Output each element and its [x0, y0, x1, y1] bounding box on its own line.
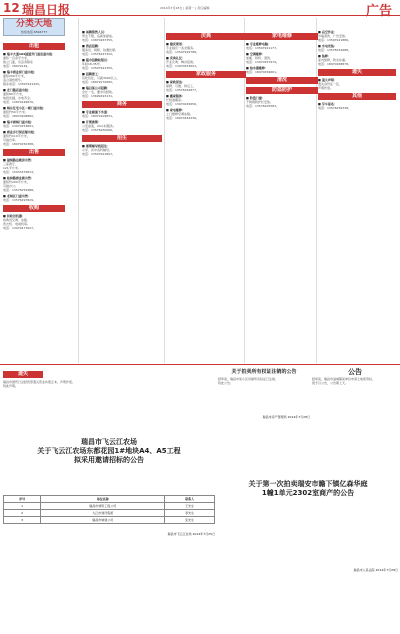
- list-item: [82, 86, 162, 98]
- item-text: 电话：13507921886。: [318, 38, 351, 42]
- auction-notice: [218, 480, 398, 630]
- notice-heading: 1幢1单元2302室商产的公告: [261, 489, 355, 497]
- item-text: 外墙清洗，广告安装。: [318, 34, 349, 38]
- list-item: [3, 194, 65, 202]
- table-cell: 九江市建设集团: [41, 510, 165, 517]
- item-text: 独立门面，有意者联系: [3, 60, 34, 64]
- table-header-row: [4, 496, 215, 503]
- item-text: 电话：18970264336。: [166, 116, 199, 120]
- item-title: ■ 家政保洁：: [166, 80, 185, 84]
- public-notice: [312, 368, 398, 476]
- list-item: [246, 42, 318, 50]
- item-text: 电话：18970268878。: [318, 62, 351, 66]
- notice-text: 经审查，瑞昌市某小区房屋所有权证已注销，: [218, 377, 279, 381]
- item-text: 遗失身份证一张，: [318, 82, 343, 86]
- category-header: 其他: [318, 93, 396, 100]
- classifieds-column-3: [166, 30, 246, 360]
- item-title: ■ 超市招聘收银员：: [82, 58, 110, 62]
- item-text: 三室两厅，: [3, 162, 19, 166]
- category-header: 庆典: [166, 33, 246, 40]
- bidder-table: [3, 495, 215, 524]
- notice-text: 特此公告。: [218, 381, 234, 385]
- item-text: 电话：15933379813。: [3, 170, 36, 174]
- item-text: 电话：13576205583。: [246, 104, 279, 108]
- category-header: 清洗: [246, 77, 318, 84]
- item-text: 电话：13576250066。: [82, 128, 115, 132]
- category-header: 收购: [3, 205, 65, 212]
- item-text: 上门维修空调冰箱。: [166, 112, 194, 116]
- notice-text: 经审查，瑞昌市湓城镇某单位申请土地使用权，: [312, 377, 376, 381]
- table-cell: 王先生: [165, 503, 215, 510]
- notice-text: 特此声明。: [3, 384, 19, 388]
- notice-heading: 公告: [348, 368, 362, 376]
- list-item: [166, 42, 246, 54]
- table-cell: 张先生: [165, 517, 215, 524]
- item-text: 小学、初中各科辅导。: [82, 148, 113, 152]
- item-title: ■ 搬家服务：: [166, 94, 185, 98]
- column-divider: [78, 18, 79, 363]
- category-header: 商务: [82, 101, 162, 108]
- item-title: ■ 桂林路商业楼出售：: [3, 176, 34, 180]
- classifieds-banner: [3, 18, 65, 36]
- item-title: ■ 开锁换锁：: [82, 120, 101, 124]
- item-text: 电话：18970250388。: [3, 142, 36, 146]
- item-title: ■ 暑期辅导班招生：: [82, 144, 110, 148]
- list-item: [82, 72, 162, 84]
- list-item: [246, 66, 318, 74]
- item-text: 电话：13507921897。: [82, 152, 115, 156]
- category-header: 遗失: [318, 69, 396, 76]
- list-item: [3, 106, 65, 118]
- item-title: ■ 瑞丰商城门面出租：: [3, 120, 34, 124]
- notice-heading: 关于飞云江农场东都花园1#地块A4、A5工程: [37, 447, 181, 455]
- table-header: 联系人: [165, 496, 215, 503]
- notice-footer: 瑞昌市房产管理局 2014年7月28日: [262, 415, 310, 419]
- item-text: 开业庆典、舞台搭建。: [166, 60, 197, 64]
- list-item: [318, 78, 396, 90]
- notice-text: 现予以公告，公告期七天。: [312, 381, 349, 385]
- item-title: ■ 回收旧机器：: [3, 214, 25, 218]
- table-cell: 李先生: [165, 510, 215, 517]
- item-text: 面积一百余平方米，: [3, 56, 31, 60]
- item-text: 电话：13507929788。: [166, 50, 199, 54]
- banner-title: 分类天地: [15, 19, 52, 29]
- list-item: [166, 56, 246, 68]
- table-cell: 瑞昌市城建公司: [41, 517, 165, 524]
- item-text: 加氟、移机、清洗。: [246, 56, 274, 60]
- notice-heading: 拟采用邀请招标的公告: [74, 456, 144, 464]
- table-cell: 3: [4, 517, 41, 524]
- item-text: 电话：13507921355。: [82, 66, 115, 70]
- list-item: [3, 88, 65, 104]
- list-item: [318, 54, 396, 66]
- notice-footer: 瑞昌市飞云江农场 2014年7月25日: [167, 532, 215, 536]
- item-text: 电话：13576252688。: [318, 48, 351, 52]
- classifieds-column-4: [246, 30, 318, 360]
- page-header: [0, 0, 400, 19]
- notice-heading: 关于第一次拍卖瑞安市瞻下镇亿森华庭: [248, 480, 368, 488]
- item-title: ■ 瑞丰大道104国道旁门面店面出租：: [3, 52, 56, 56]
- item-text: 电话：13970245656。: [166, 102, 199, 106]
- item-text: 专业婚庆一条龙服务。: [166, 46, 197, 50]
- item-text: 面积约110平方米，: [3, 134, 30, 138]
- item-title: ■ 北门路店面出租：: [3, 88, 31, 92]
- list-item: [82, 58, 162, 70]
- section-divider: [0, 364, 400, 365]
- item-text: 声明作废。: [318, 86, 334, 90]
- item-text: 电话：13699293131。: [82, 94, 115, 98]
- dateline: 2014年7月28日 | 星期一 | 责任编辑：: [160, 6, 213, 10]
- item-title: ■ 瑞昌某公司招聘：: [82, 86, 110, 90]
- item-title: ■ 学车报名：: [318, 102, 337, 106]
- item-title: ■ 庆典礼仪：: [166, 56, 185, 60]
- notice-heading: 关于拍卖所有权证注销的公告: [231, 369, 297, 375]
- list-item: [318, 30, 396, 42]
- item-title: ■ 婚庆策划：: [166, 42, 185, 46]
- item-text: 电话：13970253891。: [3, 124, 36, 128]
- item-text: 收购旧空调、冰箱、: [3, 218, 31, 222]
- list-item: [3, 120, 65, 128]
- item-text: 包吃包住，月薪3000以上。: [82, 76, 120, 80]
- list-item: [3, 70, 65, 86]
- item-title: ■ 商业步行街店铺出租：: [3, 130, 37, 134]
- item-text: 可做办公。: [3, 184, 19, 188]
- list-item: [166, 108, 246, 120]
- category-header: 家政服务: [166, 71, 246, 78]
- table-cell: 瑞昌市建筑工程公司: [41, 503, 165, 510]
- list-item: [82, 44, 162, 56]
- classifieds-column-1: [3, 40, 65, 360]
- list-item: [3, 52, 65, 68]
- item-text: 电话：13970253691。: [166, 64, 199, 68]
- item-text: 面积80平方米，: [3, 92, 25, 96]
- item-text: 室内装修，防水补漏。: [318, 58, 349, 62]
- item-text: 电话：18970208882。: [3, 114, 36, 118]
- item-text: 电话：13970257979。: [246, 60, 279, 64]
- item-text: 电话：13576297829。: [3, 198, 36, 202]
- category-header: 防盗防护: [246, 87, 318, 94]
- table-row: [4, 503, 215, 510]
- item-title: ■ 专业维修电脑：: [246, 42, 271, 46]
- list-item: [166, 80, 246, 92]
- section-title: 广告: [365, 4, 392, 19]
- item-text: 面积约50平方米。: [3, 110, 28, 114]
- list-item: [246, 96, 318, 108]
- item-title: ■ 专业疏通下水道：: [82, 110, 110, 114]
- item-title: ■ 空调维修：: [246, 52, 265, 56]
- item-title: ■ 装修：: [318, 54, 331, 58]
- item-title: ■ 水电安装：: [318, 44, 337, 48]
- item-text: 电话：13576252988。: [3, 188, 36, 192]
- item-text: 电话：13576247322。: [82, 52, 115, 56]
- registration-notice: [218, 368, 310, 478]
- notice-label: 遗失: [3, 371, 43, 378]
- table-row: [4, 517, 215, 524]
- item-text: 年龄18-35岁。: [82, 62, 103, 66]
- table-cell: 2: [4, 510, 41, 517]
- category-header: 出租: [3, 43, 65, 50]
- item-title: ■ 防盗门窗：: [246, 96, 265, 100]
- item-text: 可做仓库。: [3, 138, 19, 142]
- item-text: 联系电话：13507921445。: [3, 82, 42, 86]
- item-text: 电话：13870249876。: [3, 100, 36, 104]
- table-header: 序号: [4, 496, 41, 503]
- list-item: [82, 30, 162, 42]
- notice-footer: 瑞昌市人民法院 2014年7月28日: [353, 568, 398, 572]
- item-text: 面积约200平方米，: [3, 180, 30, 184]
- item-text: 电话：18970256661。: [246, 70, 279, 74]
- item-title: ■ 城东住宅小区一楼门面出租：: [3, 106, 46, 110]
- item-text: 电话：13870267355。: [82, 38, 115, 42]
- list-item: [246, 52, 318, 64]
- item-text: 公安备案，24小时服务。: [82, 124, 116, 128]
- item-text: 男女不限，底薪加提成。: [82, 34, 116, 38]
- item-title: ■ 遗失声明：: [318, 78, 337, 82]
- paper-logo: 瑞昌日报: [22, 3, 71, 17]
- list-item: [3, 214, 65, 230]
- item-text: 电话：18970109831。: [82, 114, 115, 118]
- list-item: [82, 110, 162, 118]
- list-item: [318, 102, 396, 110]
- item-text: 地段优越，水电齐全。: [3, 96, 34, 100]
- category-header: 招生: [82, 135, 162, 142]
- item-title: ■ 酒店招聘：: [82, 44, 101, 48]
- notice-heading: 瑞昌市飞云江农场: [81, 438, 137, 446]
- item-text: 服务员、厨师，待遇优厚。: [82, 48, 119, 52]
- item-text: 会计一名，要求有经验。: [82, 90, 116, 94]
- list-item: [3, 130, 65, 146]
- item-title: ■ 高空作业：: [318, 30, 337, 34]
- banner-phone: 热线电话:6594777: [20, 30, 48, 34]
- list-item: [3, 158, 65, 174]
- item-text: 121平方米。: [3, 166, 21, 170]
- page-number: 12: [3, 1, 20, 15]
- item-text: 电话：18979149。: [3, 64, 31, 68]
- list-item: [3, 176, 65, 192]
- notice-text: 瑞昌市国贸日杂经营部遗失营业执照正本，声明作废。: [3, 380, 76, 384]
- item-text: 电话：13576262877。: [166, 88, 199, 92]
- classifieds-column-2: [82, 30, 162, 360]
- item-title: ■ 老城区门面出售：: [3, 194, 31, 198]
- list-item: [318, 44, 396, 52]
- item-text: 面积200平方米，: [3, 74, 27, 78]
- item-title: ■ 瑞丰商业街门面出租：: [3, 70, 37, 74]
- list-item: [166, 94, 246, 106]
- item-title: ■ 诚聘销售人员：: [82, 30, 107, 34]
- list-item: [82, 120, 162, 132]
- table-cell: 1: [4, 503, 41, 510]
- item-text: 不锈钢防护栏安装。: [246, 100, 274, 104]
- item-text: 电话：18979170082。: [82, 80, 115, 84]
- list-item: [82, 144, 162, 156]
- item-title: ■ 热水器维修：: [246, 66, 268, 70]
- item-text: 电话：13979477627。: [3, 226, 36, 230]
- item-text: 电话：13507921177。: [246, 46, 279, 50]
- item-title: ■ 招聘普工：: [82, 72, 101, 76]
- item-text: 长短途搬家。: [166, 98, 185, 102]
- table-row: [4, 510, 215, 517]
- item-title: ■ 湓城路边楼房出售：: [3, 158, 34, 162]
- category-header: 出售: [3, 149, 65, 156]
- tender-notice: [3, 368, 215, 630]
- item-title: ■ 家电维修：: [166, 108, 185, 112]
- classifieds-column-5: [318, 30, 396, 360]
- column-divider: [164, 18, 165, 363]
- table-header: 单位名称: [41, 496, 165, 503]
- item-text: 电话：13576256338。: [318, 106, 351, 110]
- category-header: 家电维修: [246, 33, 318, 40]
- item-text: 适合餐饮娱乐。: [3, 78, 25, 82]
- item-text: 保姆、月嫂、钟点工。: [166, 84, 197, 88]
- item-text: 洗衣机、电视机等。: [3, 222, 31, 226]
